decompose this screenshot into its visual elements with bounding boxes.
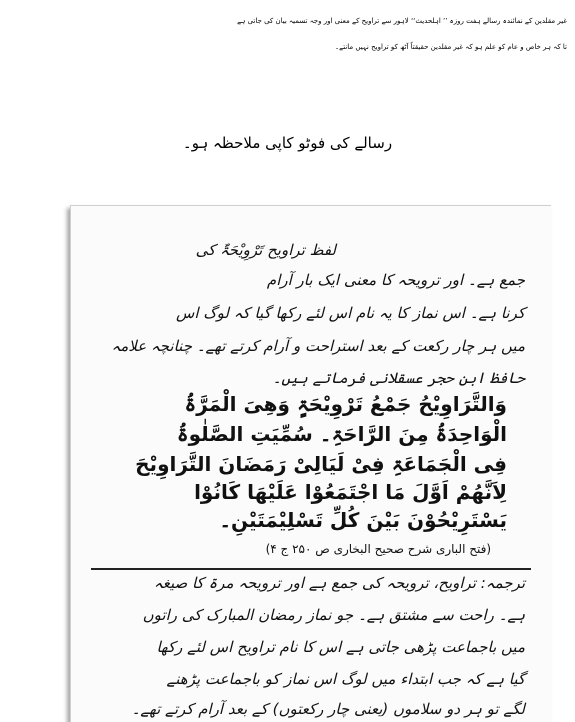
scan-translation-line-1: ترجمہ: تراویح، ترویحہ کی جمع ہے اور ترویحہ مرۃ کا صیغہ: [153, 574, 525, 592]
scan-heading: لفظ تراویح تَرْوِیْحَۃٌ کی: [195, 241, 336, 259]
scan-urdu-line-2: کرنا ہے۔ اس نماز کا یہ نام اس لئے رکھا گیا کہ لوگ اس: [176, 304, 525, 322]
photocopy-caption: رسالے کی فوٹو کاپی ملاحظہ ہو۔: [182, 134, 393, 152]
scan-translation-line-3: میں باجماعت پڑھی جاتی ہے اس کا نام تراویح اس لئے رکھا: [156, 638, 525, 656]
scan-translation-line-4: گیا ہے کہ جب ابتداء میں لوگ اس نماز کو باجماعت پڑھنے: [166, 670, 525, 688]
intro-line-2: تا کہ ہر خاص و عام کو علم ہو کہ غیر مقلدین حقیقتاً آٹھ کو تراویح نہیں مانتے۔: [335, 43, 567, 51]
scan-reference: (فتح الباری شرح صحیح البخاری ص ۲۵۰ ج ۴): [265, 542, 491, 556]
intro-paragraph: [10, 8, 567, 60]
scan-arabic-line-5: یَسْتَرِیْحُوْنَ بَیْنَ کُلِّ تَسْلِیْمَتَیْنِ۔: [219, 508, 507, 532]
scan-translation-line-5: لگے تو ہر دو سلاموں (یعنی چار رکعتوں) کے بعد آرام کرتے تھے۔: [131, 700, 525, 718]
scan-arabic-line-1: وَالتَّرَاوِیْحُ جَمْعُ تَرْوِیْحَۃٍ وَھِیَ الْمَرَّۃُ: [184, 392, 507, 416]
divider-line: [91, 568, 531, 570]
scanned-excerpt: [70, 205, 551, 722]
scan-arabic-line-4: لِاَنَّھُمْ اَوَّلَ مَا اجْتَمَعُوْا عَلَیْھَا کَانُوْا: [194, 480, 507, 504]
scan-urdu-line-1: جمع ہے۔ اور ترویحہ کا معنی ایک بار آرام: [266, 271, 525, 289]
scan-urdu-line-4: حافظ ابن حجر عسقلانی فرماتے ہیں۔: [272, 369, 525, 387]
scan-arabic-line-2: الْوَاحِدَۃُ مِنَ الرَّاحَۃِ۔ سُمِّیَتِ الصَّلٰوۃُ: [176, 422, 507, 446]
scan-translation-line-2: ہے۔ راحت سے مشتق ہے۔ جو نماز رمضان المبارک کی راتوں: [142, 606, 525, 624]
intro-line-1: غیر مقلدین کے نمائندہ رسالے ہفت روزہ ’’ اہلحدیث‘‘ لاہور سے تراویح کے معنی اور وجہ تسمیہ بیان کی جاتی ہے: [237, 17, 567, 25]
scan-arabic-line-3: فِی الْجَمَاعَۃِ فِیْ لَیَالِیْ رَمَضَانَ التَّرَاوِیْحَ: [135, 452, 507, 476]
scan-urdu-line-3: میں ہر چار رکعت کے بعد استراحت و آرام کرتے تھے۔ چنانچہ علامہ: [111, 337, 525, 355]
